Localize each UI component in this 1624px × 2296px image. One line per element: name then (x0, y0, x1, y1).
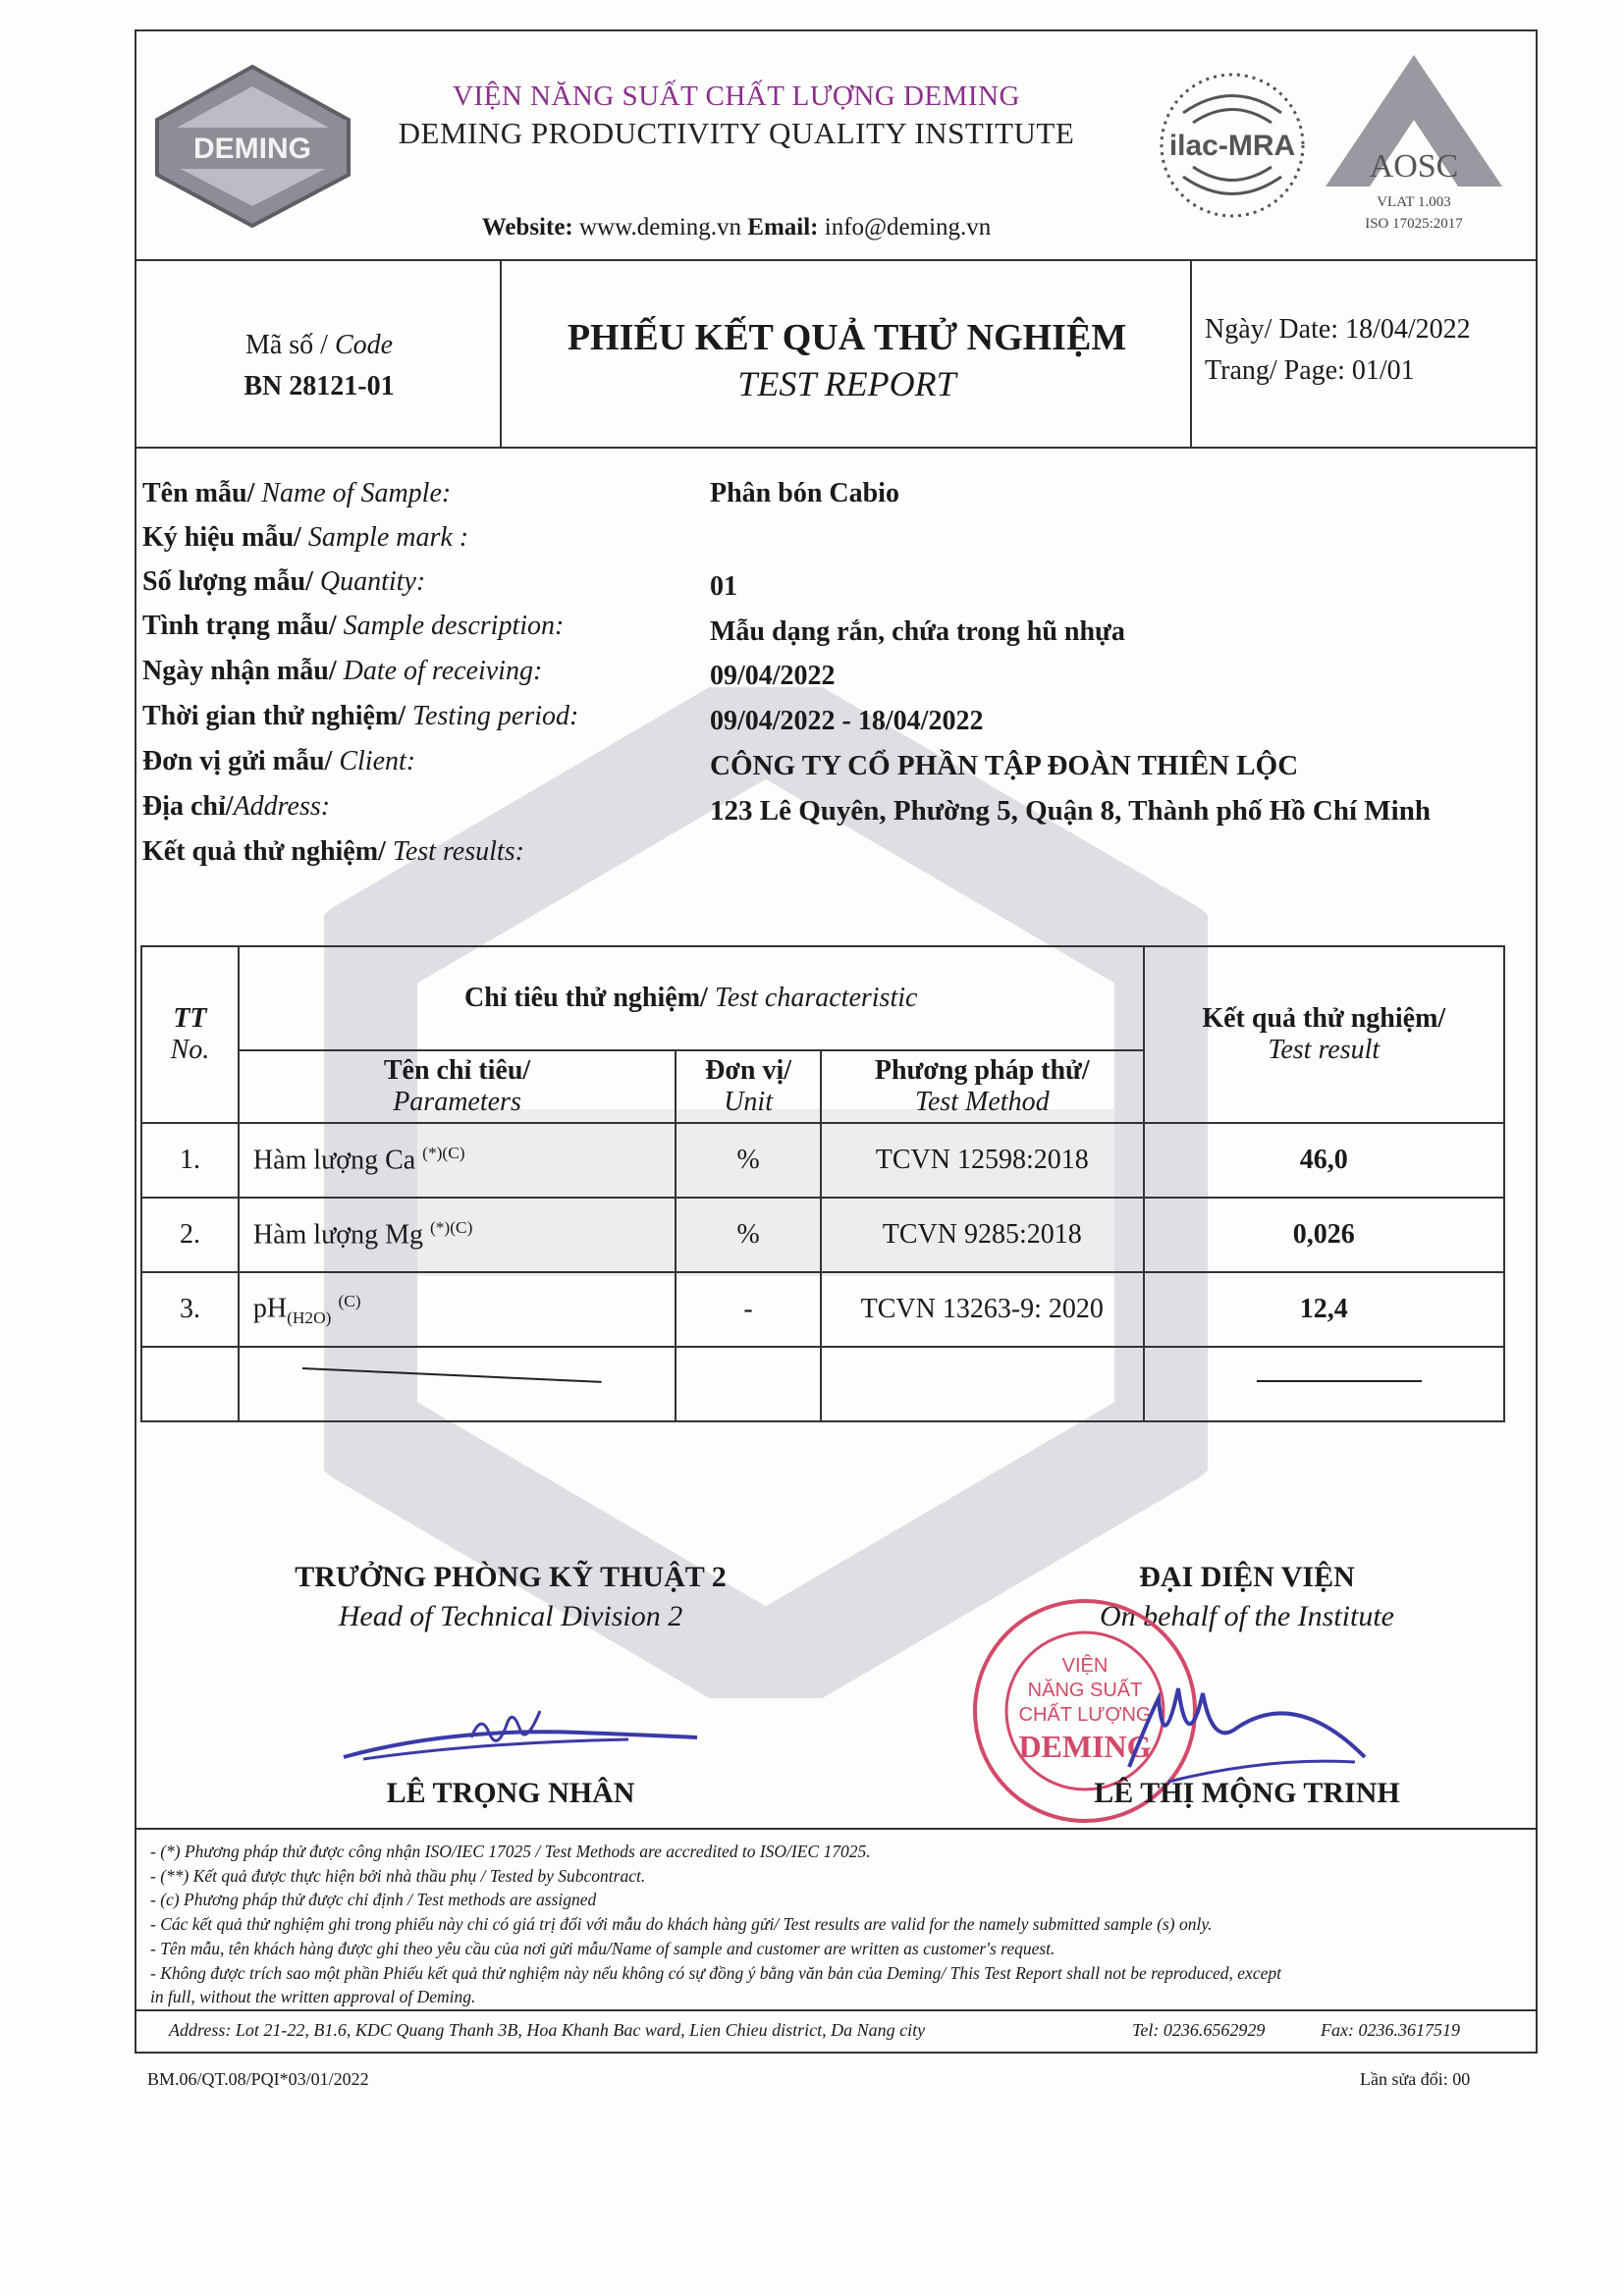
svg-text:VIỆN: VIỆN (1061, 1655, 1109, 1677)
revision-number: Lần sửa đổi: 00 (1360, 2069, 1471, 2089)
svg-text:NĂNG SUẤT: NĂNG SUẤT (1027, 1680, 1143, 1701)
col-header-result (1144, 946, 1504, 1123)
footer-fax: Fax: 0236.3617519 (1321, 2020, 1460, 2040)
institute-name-vn: VIỆN NĂNG SUẤT CHẤT LƯỢNG DEMING (453, 80, 1020, 112)
website-label: Website: (481, 214, 573, 240)
parameter-label-vn: Tên chỉ tiêu/ (383, 1055, 531, 1086)
header-divider (135, 259, 1538, 261)
note-line: in full, without the written approval of Deming. (150, 1987, 476, 2007)
strike-line-result (1257, 1380, 1422, 1382)
report-title-vn: PHIẾU KẾT QUẢ THỬ NGHIỆM (567, 317, 1127, 358)
info-value-testing-period: 09/04/2022 - 18/04/2022 (710, 706, 984, 736)
note-line: - (*) Phương pháp thử được công nhận ISO/IEC 17025 / Test Methods are accredited to ISO/IEC 17025. (150, 1842, 871, 1861)
characteristic-label-en: Test characteristic (707, 983, 918, 1013)
code-label-en: Code (334, 330, 394, 360)
info-label-client: Đơn vị gửi mẫu/ Client: (142, 746, 416, 776)
unit-label-en: Unit (724, 1087, 773, 1117)
report-title-en: TEST REPORT (737, 364, 956, 403)
address-divider (135, 2009, 1538, 2011)
website-line (295, 214, 1178, 241)
info-label-sample-name: Tên mẫu/ Name of Sample: (142, 478, 452, 508)
footer-tel: Tel: 0236.6562929 (1132, 2020, 1266, 2040)
row-parameter: Hàm lượng Ca $^{(*)(C)}$ (239, 1123, 676, 1198)
row-method: TCVN 9285:2018 (821, 1198, 1144, 1272)
result-label-vn: Kết quả thử nghiệm/ (1202, 1003, 1446, 1034)
col-header-no (141, 946, 239, 1123)
table-row (141, 1123, 1504, 1198)
footer-address: Address: Lot 21-22, B1.6, KDC Quang Thanh 3B, Hoa Khanh Bac ward, Lien Chieu district, Da Nang city (169, 2020, 926, 2040)
col-header-method (821, 1050, 1144, 1123)
note-line: - (c) Phương pháp thử được chỉ định / Test methods are assigned (150, 1890, 597, 1910)
unit-label-vn: Đơn vị/ (705, 1055, 791, 1086)
left-signature (334, 1688, 707, 1787)
iso-text: ISO 17025:2017 (1365, 216, 1463, 232)
email-label: Email: (747, 214, 819, 240)
website-url: www.deming.vn (579, 214, 742, 240)
note-line: - Các kết quả thử nghiệm ghi trong phiếu này chỉ có giá trị đối với mẫu do khách hàng gửi/ Test results are valid for the namely submitted sample (s) only. (150, 1914, 1213, 1935)
method-label-vn: Phương pháp thử/ (874, 1055, 1090, 1086)
row-parameter: $pH_{(H2O)}$ $^{(C)}$ (239, 1272, 676, 1347)
table-row (141, 1272, 1504, 1347)
left-signer-name: LÊ TRỌNG NHÂN (386, 1777, 635, 1809)
info-label-description: Tình trạng mẫu/ Sample description: (142, 611, 565, 641)
vlat-text: VLAT 1.003 (1377, 194, 1451, 210)
no-label-vn: TT (173, 1003, 207, 1034)
row-unit: - (676, 1272, 821, 1347)
row-result: 46,0 (1144, 1123, 1504, 1198)
info-value-address: 123 Lê Quyên, Phường 5, Quận 8, Thành phố Hồ Chí Minh (710, 795, 1431, 827)
note-line: - (**) Kết quả được thực hiện bởi nhà thầu phụ / Tested by Subcontract. (150, 1865, 646, 1886)
left-signer-subtitle: Head of Technical Division 2 (338, 1600, 683, 1632)
characteristic-label-vn: Chỉ tiêu thử nghiệm/ (463, 983, 708, 1013)
institute-name-en: DEMING PRODUCTIVITY QUALITY INSTITUTE (398, 116, 1075, 150)
row-unit: % (676, 1198, 821, 1272)
right-signature (1119, 1659, 1375, 1796)
info-label-test-results: Kết quả thử nghiệm/ Test results: (142, 836, 524, 867)
code-label (137, 330, 501, 361)
notes-block (150, 1840, 1525, 2009)
title-divider (135, 447, 1538, 449)
info-value-client: CÔNG TY CỔ PHẦN TẬP ĐOÀN THIÊN LỘC (710, 750, 1299, 781)
row-method: TCVN 13263-9: 2020 (821, 1272, 1144, 1347)
notes-divider (135, 1828, 1538, 1830)
col-header-unit (676, 1050, 821, 1123)
info-value-date-received: 09/04/2022 (710, 661, 836, 691)
col-header-parameter (239, 1050, 676, 1123)
table-row-empty (141, 1347, 1504, 1421)
email-address: info@deming.vn (824, 214, 992, 240)
row-method: TCVN 12598:2018 (821, 1123, 1144, 1198)
parameter-label-en: Parameters (393, 1087, 521, 1117)
right-signer-title: ĐẠI DIỆN VIỆN (1139, 1561, 1355, 1593)
note-line: - Tên mẫu, tên khách hàng được ghi theo yêu cầu của nơi gửi mẫu/Name of sample and customer are written as customer's request. (150, 1938, 1056, 1958)
report-page: Trang/ Page: 01/01 (1205, 355, 1415, 386)
info-label-testing-period: Thời gian thử nghiệm/ Testing period: (142, 701, 579, 731)
info-label-address: Địa chỉ/Address: (142, 791, 331, 822)
row-number: 3. (141, 1272, 239, 1347)
info-label-quantity: Số lượng mẫu/ Quantity: (142, 566, 426, 597)
row-parameter: Hàm lượng Mg $^{(*)(C)}$ (239, 1198, 676, 1272)
table-row (141, 1198, 1504, 1272)
info-label-sample-mark: Ký hiệu mẫu/ Sample mark : (142, 522, 469, 553)
ilac-text: ilac-MRA (1168, 130, 1296, 162)
code-value: BN 28121-01 (244, 371, 395, 401)
report-date: Ngày/ Date: 18/04/2022 (1205, 314, 1471, 345)
row-result: 0,026 (1144, 1198, 1504, 1272)
right-signer-name: LÊ THỊ MỘNG TRINH (1094, 1777, 1400, 1809)
row-number: 2. (141, 1198, 239, 1272)
result-label-en: Test result (1268, 1035, 1380, 1065)
note-line: - Không được trích sao một phần Phiếu kết quả thử nghiệm này nếu không có sự đồng ý bằng văn bản của Deming/ This Test Report shall not be reproduced, except (150, 1962, 1281, 1983)
no-label-en: No. (170, 1035, 210, 1065)
aosc-text: AOSC (1369, 148, 1459, 185)
col-header-characteristic (239, 946, 1144, 1050)
ilac-mra-logo (1149, 59, 1316, 236)
info-label-date-received: Ngày nhận mẫu/ Date of receiving: (142, 656, 543, 686)
svg-text:DEMING: DEMING (1018, 1729, 1152, 1764)
code-label-vn: Mã số / (244, 330, 335, 360)
row-result: 12,4 (1144, 1272, 1504, 1347)
info-value-quantity: 01 (710, 571, 737, 602)
svg-text:CHẤT LƯỢNG: CHẤT LƯỢNG (1018, 1704, 1152, 1726)
results-table (140, 945, 1505, 1422)
logo-text: DEMING (193, 133, 311, 165)
row-unit: % (676, 1123, 821, 1198)
form-code: BM.06/QT.08/PQI*03/01/2022 (147, 2069, 369, 2089)
right-signer-subtitle: On behalf of the Institute (1100, 1600, 1394, 1632)
method-label-en: Test Method (914, 1087, 1050, 1117)
row-number: 1. (141, 1123, 239, 1198)
aosc-logo (1321, 51, 1507, 242)
info-value-sample-name: Phân bón Cabio (710, 478, 899, 508)
info-value-description: Mẫu dạng rắn, chứa trong hũ nhựa (710, 616, 1125, 647)
left-signer-title: TRƯỞNG PHÒNG KỸ THUẬT 2 (295, 1561, 727, 1593)
